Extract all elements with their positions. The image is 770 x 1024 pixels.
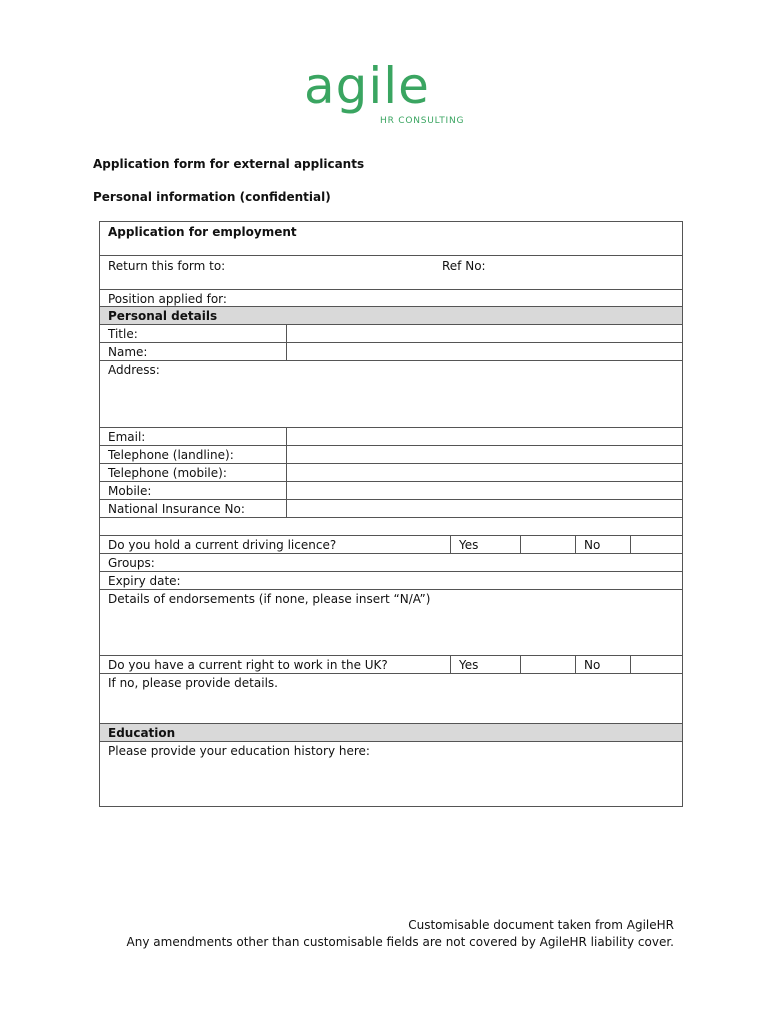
form-row — [100, 361, 682, 428]
mobile-label: Mobile: — [108, 484, 152, 498]
form-row — [100, 742, 682, 806]
form-row — [100, 428, 682, 446]
company-logo — [300, 56, 470, 132]
application-form-table — [99, 221, 683, 807]
right-to-work-yes-box[interactable] — [520, 656, 575, 673]
footer-source-note: Customisable document taken from AgileHR — [408, 918, 674, 932]
application-title: Application for employment — [108, 225, 297, 239]
form-row — [100, 518, 682, 536]
address-field[interactable]: Address: — [108, 363, 160, 377]
telephone-mobile-input[interactable] — [286, 464, 682, 481]
form-row — [100, 656, 682, 674]
driving-licence-label: Do you hold a current driving licence? — [108, 538, 337, 552]
driving-licence-yes-label: Yes — [450, 536, 520, 553]
logo-wordmark: agile — [304, 57, 430, 115]
telephone-landline-label: Telephone (landline): — [108, 448, 234, 462]
right-to-work-no-box[interactable] — [630, 656, 682, 673]
form-row — [100, 446, 682, 464]
form-row — [100, 482, 682, 500]
section-heading: Personal information (confidential) — [93, 190, 331, 204]
title-input[interactable] — [286, 325, 682, 342]
name-label: Name: — [108, 345, 148, 359]
endorsements-field[interactable]: Details of endorsements (if none, please insert “N/A”) — [108, 592, 431, 606]
ni-number-label: National Insurance No: — [108, 502, 245, 516]
mobile-input[interactable] — [286, 482, 682, 499]
expiry-date-field[interactable]: Expiry date: — [108, 574, 181, 588]
telephone-mobile-label: Telephone (mobile): — [108, 466, 227, 480]
personal-details-header: Personal details — [108, 309, 218, 323]
form-row — [100, 536, 682, 554]
form-row — [100, 590, 682, 656]
groups-field[interactable]: Groups: — [108, 556, 155, 570]
position-field[interactable]: Position applied for: — [108, 292, 227, 306]
ni-number-input[interactable] — [286, 500, 682, 517]
form-row — [100, 572, 682, 590]
driving-licence-no-label: No — [575, 536, 630, 553]
form-row — [100, 343, 682, 361]
form-row — [100, 674, 682, 724]
form-row — [100, 256, 682, 290]
right-to-work-yes-label: Yes — [450, 656, 520, 673]
form-row — [100, 307, 682, 325]
form-row — [100, 554, 682, 572]
email-label: Email: — [108, 430, 146, 444]
logo-subtitle: HR CONSULTING — [380, 116, 465, 126]
name-input[interactable] — [286, 343, 682, 360]
form-heading: Application form for external applicants — [93, 157, 365, 171]
form-row — [100, 500, 682, 518]
form-row — [100, 464, 682, 482]
education-history-field[interactable]: Please provide your education history here: — [108, 744, 370, 758]
driving-licence-no-box[interactable] — [630, 536, 682, 553]
form-row — [100, 290, 682, 307]
form-row — [100, 724, 682, 742]
right-to-work-details-field[interactable]: If no, please provide details. — [108, 676, 278, 690]
footer-liability-note: Any amendments other than customisable fields are not covered by AgileHR liability cover. — [126, 935, 674, 949]
blank-spacer-cell — [100, 518, 682, 535]
ref-no-field[interactable]: Ref No: — [442, 259, 486, 273]
email-input[interactable] — [286, 428, 682, 445]
title-label: Title: — [108, 327, 138, 341]
right-to-work-label: Do you have a current right to work in the UK? — [108, 658, 388, 672]
driving-licence-yes-box[interactable] — [520, 536, 575, 553]
telephone-landline-input[interactable] — [286, 446, 682, 463]
form-row — [100, 222, 682, 256]
return-to-label: Return this form to: — [108, 259, 226, 273]
form-row — [100, 325, 682, 343]
right-to-work-no-label: No — [575, 656, 630, 673]
education-header: Education — [108, 726, 176, 740]
